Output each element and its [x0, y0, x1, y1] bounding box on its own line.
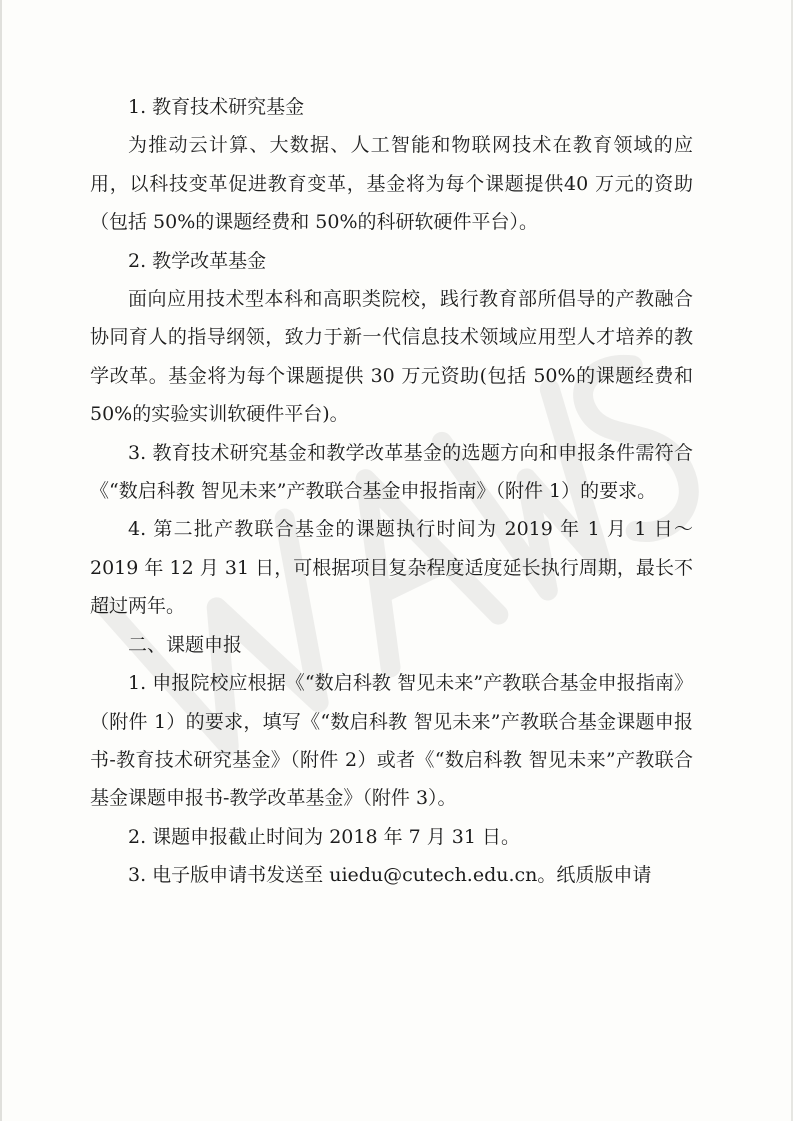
paragraph-topic-requirements: 3. 教育技术研究基金和教学改革基金的选题方向和申报条件需符合《“数启科教 智见未来”产教联合基金申报指南》（附件 1）的要求。	[90, 441, 693, 503]
paragraph-submission-email: 3. 电子版申请书发送至 uiedu@cutech.edu.cn。纸质版申请	[128, 864, 652, 887]
paragraph-edtech-fund-desc: 为推动云计算、大数据、人工智能和物联网技术在教育领域的应用，以科技变革促进教育变革，基金将为每个课题提供40 万元的资助（包括 50%的课题经费和 50%的科研软硬件平台）。	[90, 134, 693, 234]
paragraph-application-deadline: 2. 课题申报截止时间为 2018 年 7 月 31 日。	[128, 825, 521, 848]
section-heading-project-application: 二、课题申报	[128, 633, 243, 656]
scan-edge-left	[0, 0, 2, 1121]
document-body	[90, 88, 693, 895]
section-heading-teaching-reform-fund: 2. 教学改革基金	[128, 249, 267, 272]
paragraph-execution-period: 4. 第二批产教联合基金的课题执行时间为 2019 年 1 月 1 日～2019 年 12 月 31 日，可根据项目复杂程度适度延长执行周期，最长不超过两年。	[90, 518, 693, 618]
paragraph-teaching-reform-fund-desc: 面向应用技术型本科和高职类院校，践行教育部所倡导的产教融合协同育人的指导纲领，致力于新一代信息技术领域应用型人才培养的教学改革。基金将为每个课题提供 30 万元资助(包括 50%的课题经费和50%的实验实训软硬件平台)。	[90, 288, 693, 426]
section-heading-edtech-fund: 1. 教育技术研究基金	[128, 96, 305, 118]
paragraph-application-forms: 1. 申报院校应根据《“数启科教 智见未来”产教联合基金申报指南》（附件 1）的要求，填写《“数启科教 智见未来”产教联合基金课题申报书-教育技术研究基金》（附件 2）或者《“数启科教 智见未来”产教联合基金课题申报书-教学改革基金》（附件 3）。	[90, 672, 693, 810]
